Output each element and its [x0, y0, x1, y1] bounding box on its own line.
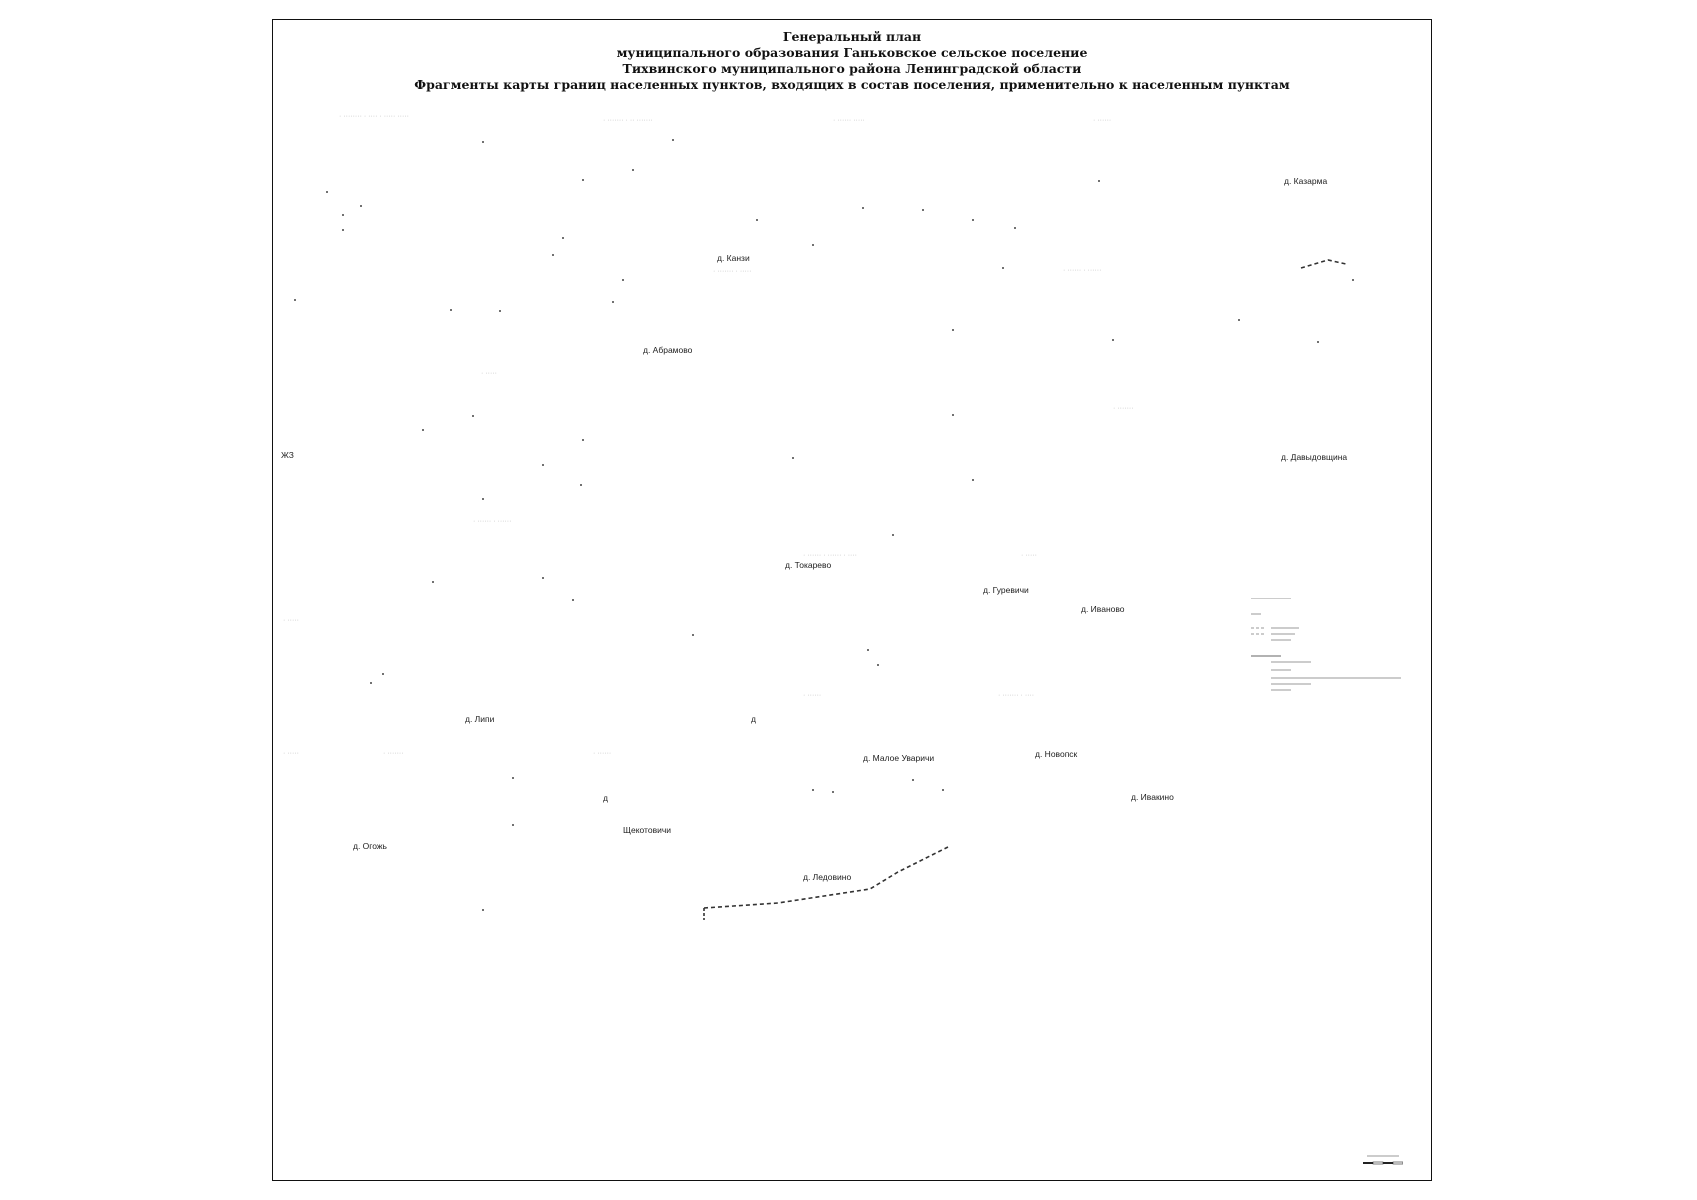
faint-label: · ·····	[283, 750, 299, 757]
faint-label: · ······· · ·· ·······	[603, 117, 653, 124]
title-line-3: Тихвинского муниципального района Ленинградской области	[622, 61, 1082, 76]
faint-label: · ······ · ······	[1063, 267, 1102, 274]
map-frame	[272, 19, 1432, 1181]
faint-label: · ·······	[1113, 405, 1134, 412]
settlement-label-shchekotovichi: Щекотовичи	[623, 825, 672, 835]
faint-label: · ·····	[481, 370, 497, 377]
faint-label: · ······· · ·····	[713, 268, 752, 275]
settlement-label-abramovo: д. Абрамово	[643, 345, 693, 355]
faint-label: · ·····	[1021, 552, 1037, 559]
scale-bar	[1363, 1153, 1403, 1169]
settlement-label-ivanovo: д. Иваново	[1081, 604, 1125, 614]
title-line-2: муниципального образования Ганьковское сельское поселение	[616, 45, 1088, 60]
settlement-label-davydovshchina: д. Давыдовщина	[1281, 452, 1348, 462]
boundary-line-kazarma	[1301, 260, 1346, 268]
single-letter-label: д	[603, 793, 608, 803]
faint-label: · ·····	[283, 617, 299, 624]
boundary-line-ledovino	[704, 847, 948, 908]
settlement-label-tokarevo: д. Токарево	[785, 560, 832, 570]
faint-label: · ······	[803, 692, 822, 699]
settlement-label-lipi: д. Липи	[465, 714, 495, 724]
faint-label: · ······	[1093, 117, 1112, 124]
settlement-label-kanzi: д. Канзи	[717, 253, 750, 263]
settlement-label-kazarma: д. Казарма	[1284, 176, 1328, 186]
title-line-1: Генеральный план	[782, 29, 922, 44]
settlement-label-ogorzh: д. Огожь	[353, 841, 387, 851]
faint-label: · ······ · ······ · ····	[803, 552, 858, 559]
settlement-label-maloe-uvaritsy: д. Малое Уваричи	[863, 753, 935, 763]
faint-label: · ·······	[383, 750, 404, 757]
map-legend	[1251, 598, 1411, 718]
settlement-label-novopsk: д. Новопск	[1035, 749, 1078, 759]
faint-label: · ········ · ···· · ····· ·····	[339, 113, 409, 120]
title-line-4: Фрагменты карты границ населенных пунктов, входящих в состав поселения, применительно к населенным пунктам	[414, 77, 1290, 92]
faint-label: · ······ · ······	[473, 518, 512, 525]
faint-label: · ······ ·····	[833, 117, 865, 124]
edge-fragment-label: ЖЗ	[281, 450, 294, 460]
settlement-label-ivakino: д. Ивакино	[1131, 792, 1174, 802]
faint-label: · ······· · ····	[998, 692, 1035, 699]
settlement-label-gurevichi: д. Гуревичи	[983, 585, 1029, 595]
faint-label: · ······	[593, 750, 612, 757]
settlement-label-ledovino: д. Ледовино	[803, 872, 852, 882]
single-letter-label: д	[751, 714, 756, 724]
